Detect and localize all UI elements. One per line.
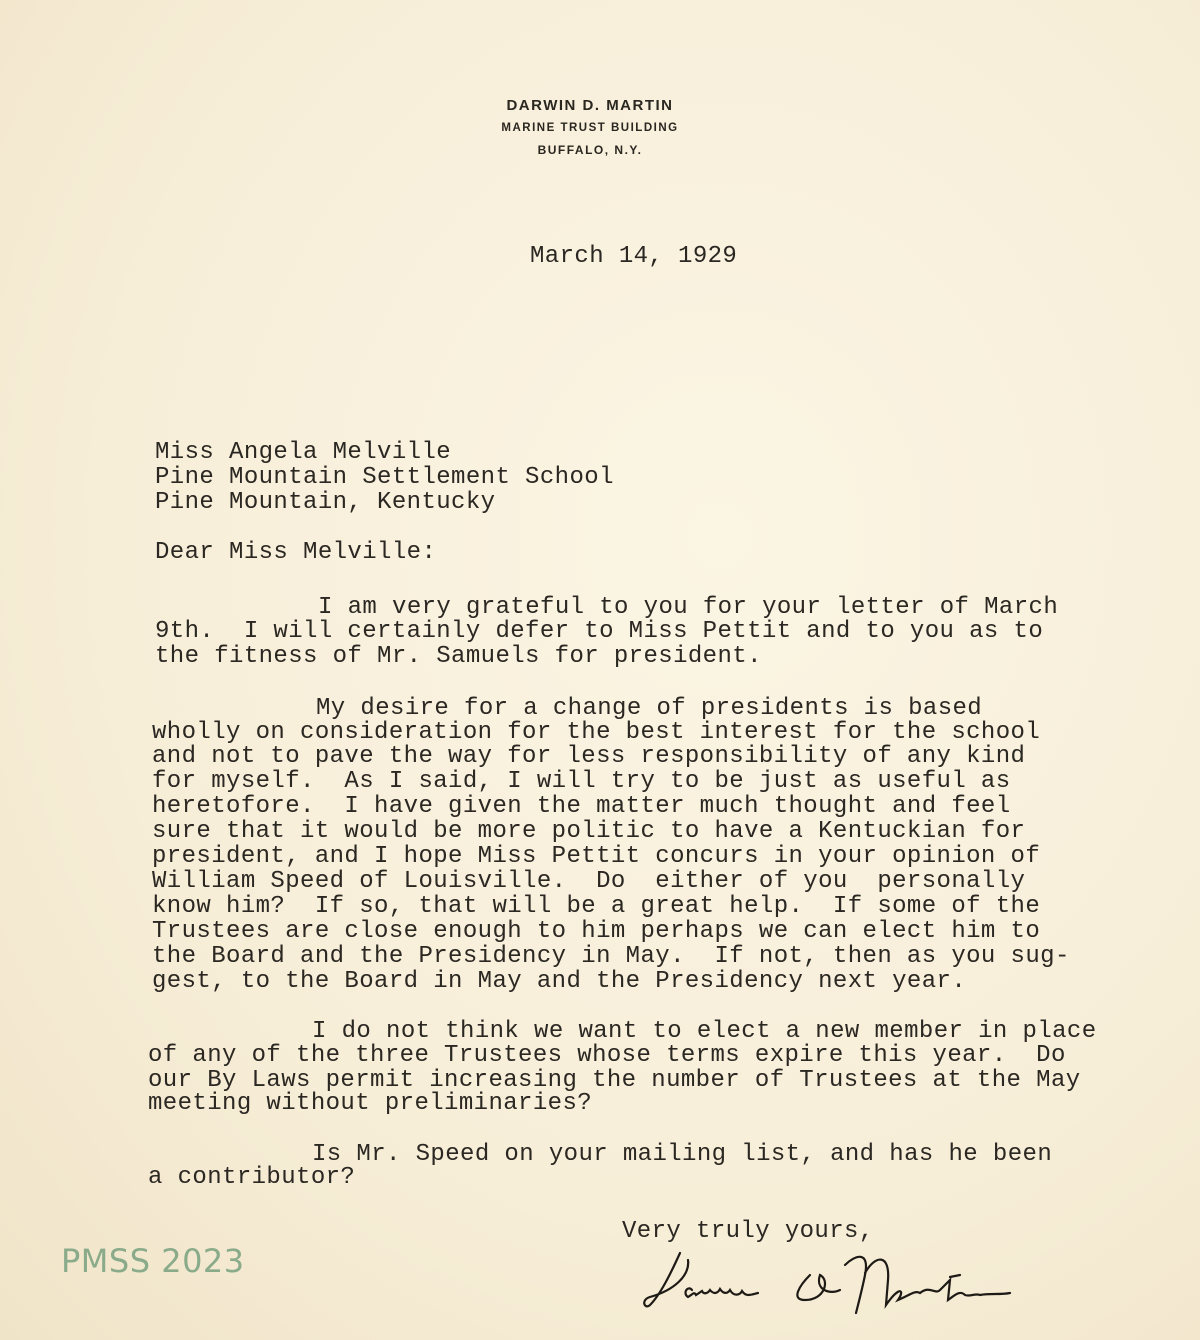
paragraph-line: and not to pave the way for less responsibility of any kind [152,743,1026,770]
paragraph-line: I am very grateful to you for your letter of March [318,594,1059,621]
paragraph-line: heretofore. I have given the matter much thought and feel [152,793,1011,820]
recipient-line: Miss Angela Melville [155,439,452,466]
recipient-line: Pine Mountain Settlement School [155,464,614,491]
letter-date: March 14, 1929 [530,243,738,270]
paragraph-line: Is Mr. Speed on your mailing list, and has he been [312,1141,1053,1168]
paragraph-line: of any of the three Trustees whose terms expire this year. Do [148,1042,1066,1069]
paragraph-line: Trustees are close enough to him perhaps we can elect him to [152,918,1041,945]
recipient-line: Pine Mountain, Kentucky [155,489,496,516]
paragraph-line: meeting without preliminaries? [148,1090,593,1117]
paragraph-line: I do not think we want to elect a new member in place [312,1018,1097,1045]
paragraph-line: William Speed of Louisville. Do either of you personally [152,868,1026,895]
paragraph-line: gest, to the Board in May and the Presidency next year. [152,968,967,995]
letterhead-name: DARWIN D. MARTIN [506,97,674,114]
paragraph-line: My desire for a change of presidents is based [316,695,983,722]
paragraph-line: the fitness of Mr. Samuels for president. [155,643,762,670]
paragraph-line: sure that it would be more politic to have a Kentuckian for [152,818,1026,845]
paragraph-line: know him? If so, that will be a great help. If some of the [152,893,1041,920]
paragraph-line: our By Laws permit increasing the number of Trustees at the May [148,1067,1081,1094]
letterhead-building: MARINE TRUST BUILDING [501,122,679,134]
salutation: Dear Miss Melville: [155,539,437,566]
paragraph-line: president, and I hope Miss Pettit concurs in your opinion of [152,843,1041,870]
signature [630,1245,1070,1325]
paragraph-line: for myself. As I said, I will try to be just as useful as [152,768,1011,795]
paragraph-line: wholly on consideration for the best interest for the school [152,719,1041,746]
letterhead-city: BUFFALO, N.Y. [537,143,643,157]
paragraph-line: a contributor? [148,1164,356,1191]
closing: Very truly yours, [622,1218,874,1245]
watermark: PMSS 2023 [61,1242,245,1280]
paragraph-line: the Board and the Presidency in May. If not, then as you sug- [152,943,1070,970]
paragraph-line: 9th. I will certainly defer to Miss Pettit and to you as to [155,618,1044,645]
